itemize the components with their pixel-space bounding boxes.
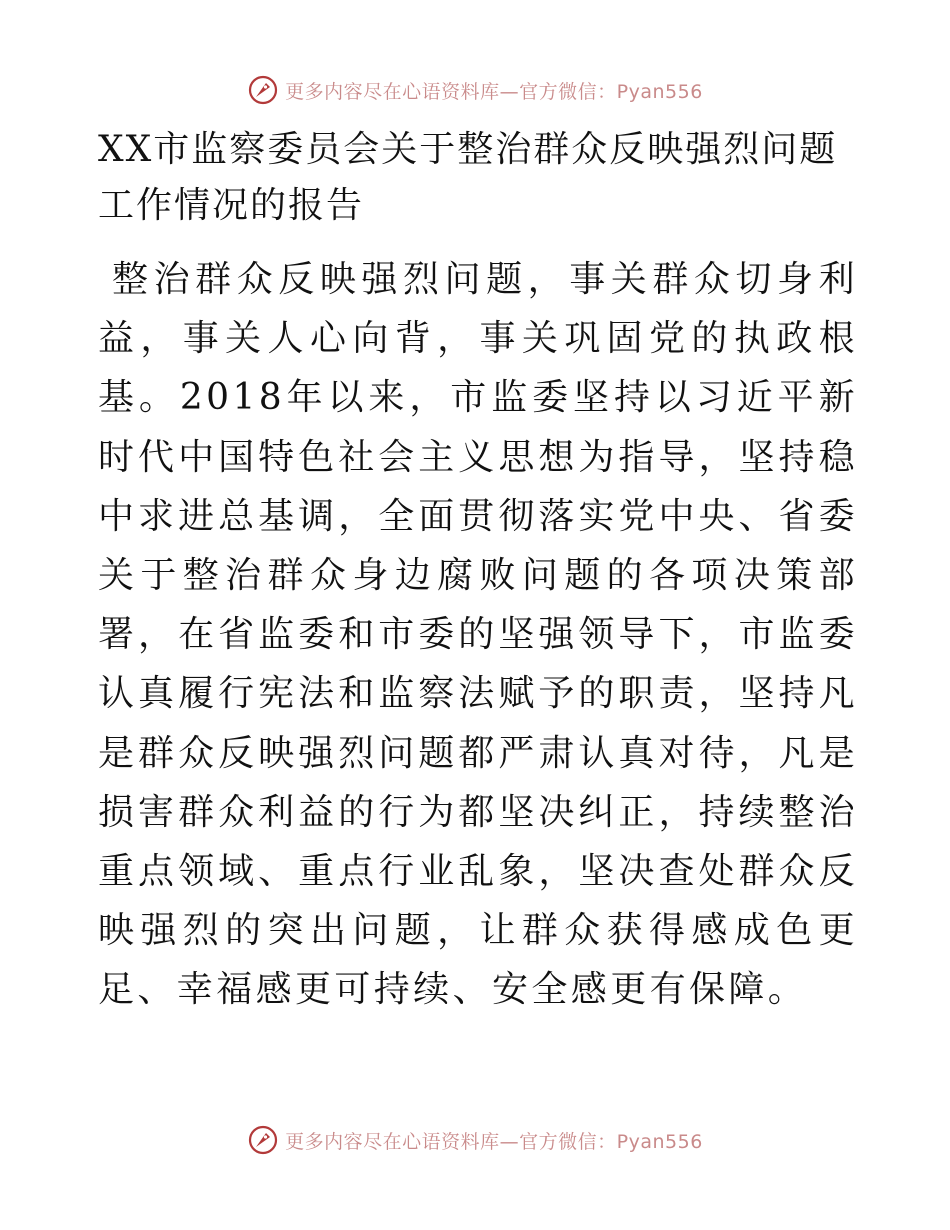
document-paragraph: 整治群众反映强烈问题，事关群众切身利益，事关人心向背，事关巩固党的执政根基。2018年以来，市监委坚持以习近平新时代中国特色社会主义思想为指导，坚持稳中求进总基调，全面贯彻落实党中央、省委关于整治群众身边腐败问题的各项决策部署，在省监委和市委的坚强领导下，市监委认真履行宪法和监察法赋予的职责，坚持凡是群众反映强烈问题都严肃认真对待，凡是损害群众利益的行为都坚决纠正，持续整治重点领域、重点行业乱象，坚决查处群众反映强烈的突出问题，让群众获得感成色更足、幸福感更可持续、安全感更有保障。 [98, 259, 858, 1011]
header-banner [0, 70, 950, 110]
footer-banner-text: 更多内容尽在心语资料库—官方微信：Pyan556 [285, 1130, 703, 1153]
pen-nib-logo-icon [247, 1124, 279, 1156]
document-title: XX市监察委员会关于整治群众反映强烈问题工作情况的报告 [98, 129, 838, 226]
header-banner-text: 更多内容尽在心语资料库—官方微信：Pyan556 [285, 80, 703, 103]
pen-nib-logo-icon [247, 74, 279, 106]
footer-banner [0, 1120, 950, 1160]
